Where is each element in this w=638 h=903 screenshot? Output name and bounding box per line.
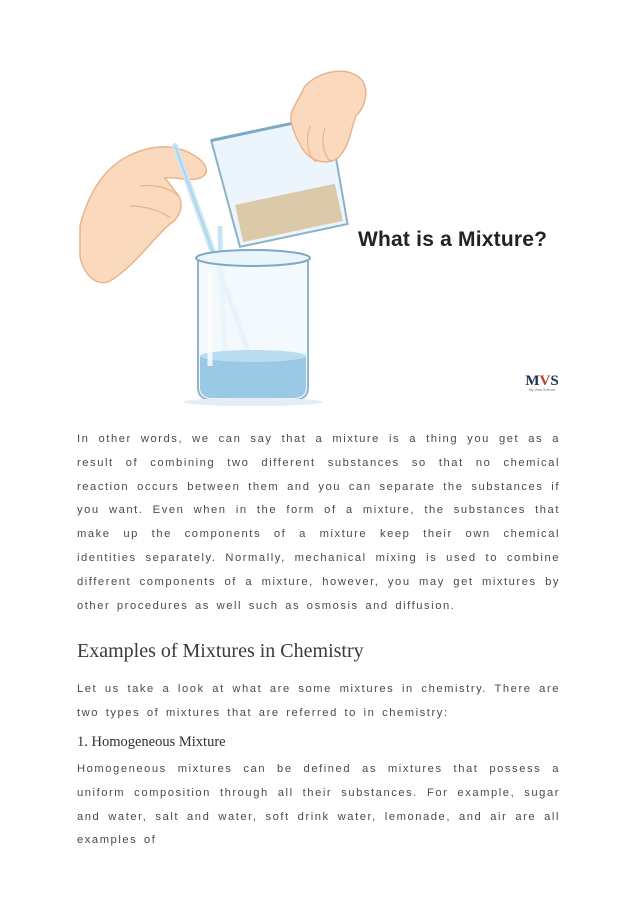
subheading: 1. Homogeneous Mixture: [77, 733, 226, 750]
sub-paragraph: Homogeneous mixtures can be defined as mixtures that possess a uniform composition through all their substances. For example, sugar and water, salt and water, soft drink water, lemonade, and air are all examples of: [77, 762, 560, 847]
logo-letter-right: S: [550, 373, 559, 389]
logo-mark: [525, 374, 559, 388]
hero-title: What is a Mixture?: [358, 228, 548, 251]
section-heading: Examples of Mixtures in Chemistry: [77, 640, 364, 663]
left-hand: [80, 147, 206, 283]
article-body: [77, 428, 560, 853]
section-paragraph: Let us take a look at what are some mixtures in chemistry. There are two types of mixtures that are referred to in chemistry:: [77, 683, 560, 720]
brand-logo: [525, 374, 559, 393]
intro-paragraph: In other words, we can say that a mixture is a thing you get as a result of combining two different substances so that no chemical reaction occurs between them and you can separate the substances if you want. Even when in the form of a mixture, the substances that make up the components of a mixture keep their own chemical identities separately. Normally, mechanical mixing is used to combine different components of a mixture, however, you may get mixtures by other procedures as well such as osmosis and diffusion.: [77, 433, 560, 612]
front-beaker: [196, 250, 310, 400]
hero-illustration: [70, 66, 570, 406]
right-hand: [291, 71, 366, 162]
logo-letter-left: M: [525, 373, 540, 389]
logo-letter-mid: V: [539, 373, 551, 389]
logo-subtitle: My Vista Science: [528, 388, 556, 392]
